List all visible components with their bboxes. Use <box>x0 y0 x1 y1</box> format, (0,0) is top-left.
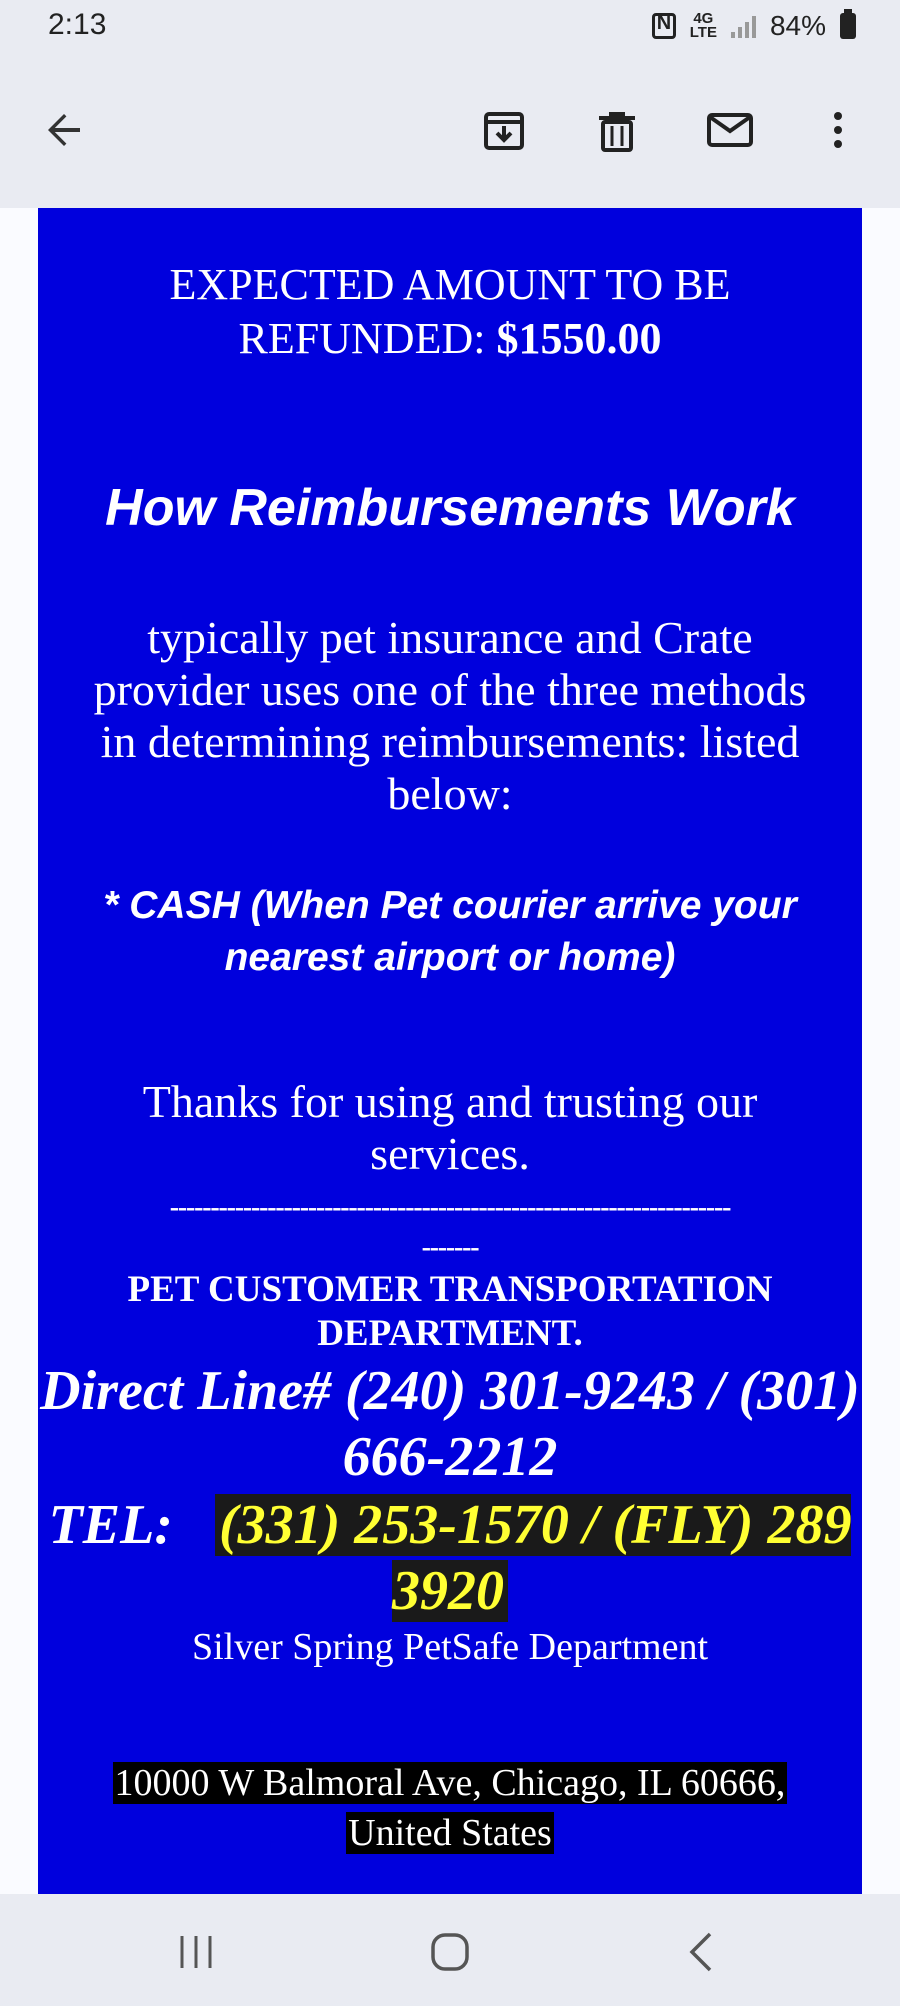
back-icon[interactable] <box>678 1928 726 1976</box>
expected-line1: EXPECTED AMOUNT TO BE <box>169 260 731 309</box>
tel-numbers: (331) 253-1570 / (FLY) 289 3920 <box>215 1494 852 1622</box>
status-indicators <box>652 10 856 42</box>
department-name: PET CUSTOMER TRANSPORTATION DEPARTMENT. <box>127 1269 773 1354</box>
archive-icon[interactable] <box>480 106 528 154</box>
back-arrow-icon[interactable] <box>40 106 88 154</box>
nfc-icon <box>652 13 676 39</box>
reimbursement-description: typically pet insurance and Crate provider uses one of the three methods in determining reimbursements: listed below: <box>93 612 807 819</box>
address-line1: 10000 W Balmoral Ave, Chicago, IL 60666, <box>114 1762 786 1804</box>
message-panel <box>38 208 862 1894</box>
email-toolbar <box>0 60 900 208</box>
delete-icon[interactable] <box>593 106 641 154</box>
status-time: 2:13 <box>48 8 107 41</box>
department-location: Silver Spring PetSafe Department <box>191 1626 709 1668</box>
recent-apps-icon[interactable] <box>172 1928 220 1976</box>
how-reimbursements-title: How Reimbursements Work <box>105 479 795 537</box>
direct-line: Direct Line# (240) 301-9243 / (301) 666-2212 <box>40 1360 860 1488</box>
tel-label: TEL: <box>48 1494 173 1556</box>
divider-line: --------------------------------------------------------------------- <box>169 1192 731 1223</box>
expected-amount: $1550.00 <box>496 314 662 363</box>
mark-unread-icon[interactable] <box>706 106 754 154</box>
expected-line2: REFUNDED: <box>238 314 497 363</box>
signal-icon <box>731 14 756 38</box>
cash-method: * CASH (When Pet courier arrive your nearest airport or home) <box>103 884 797 979</box>
home-icon[interactable] <box>426 1928 474 1976</box>
thanks-text: Thanks for using and trusting our services. <box>142 1076 758 1179</box>
more-vert-icon[interactable] <box>814 106 862 154</box>
email-body <box>0 208 900 1894</box>
tel-line <box>38 1492 862 1624</box>
divider-line-tail: ------- <box>421 1232 479 1263</box>
battery-percent: 84% <box>769 10 826 41</box>
system-nav-bar <box>0 1894 900 2006</box>
address-line2: United States <box>348 1812 552 1854</box>
address <box>58 1758 842 1858</box>
battery-icon <box>840 13 856 39</box>
expected-refund <box>38 258 862 366</box>
status-bar <box>0 0 900 60</box>
lte-icon: 4G LTE <box>689 10 717 41</box>
